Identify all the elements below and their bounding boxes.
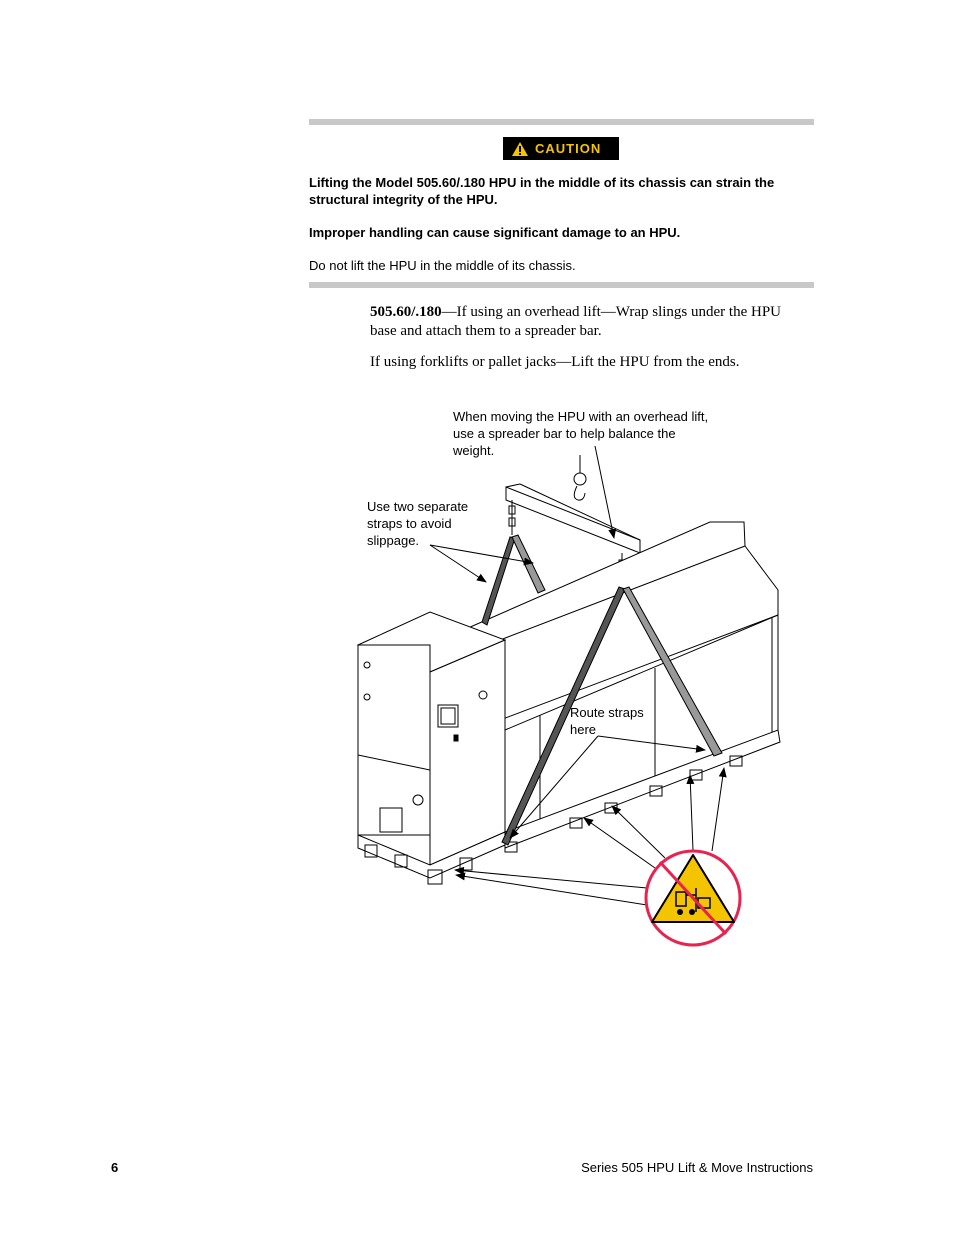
model-number: 505.60/.180 <box>370 304 442 320</box>
caution-line-2: Improper handling can cause significant damage to an HPU. <box>309 225 681 240</box>
caution-line-1: Lifting the Model 505.60/.180 HPU in the middle of its chassis can strain the structural integrity of the HPU. <box>309 175 775 207</box>
route-straps-callout: Route straps here <box>570 705 644 737</box>
no-forklift-icon <box>646 851 740 945</box>
spreader-bar-callout: When moving the HPU with an overhead lift, use a spreader bar to help balance the weight. <box>453 409 709 458</box>
page-number: 6 <box>111 1160 119 1175</box>
document-title: Series 505 HPU Lift & Move Instructions <box>581 1160 813 1175</box>
forklift-paragraph: If using forklifts or pallet jacks—Lift the HPU from the ends. <box>370 354 740 370</box>
caution-line-3: Do not lift the HPU in the middle of its chassis. <box>309 258 576 273</box>
overhead-lift-text: —If using an overhead lift—Wrap slings under the HPU base and attach them to a spreader bar. <box>370 304 781 339</box>
caution-label: CAUTION <box>535 141 602 156</box>
separate-straps-callout: Use two separate straps to avoid slippage. <box>367 499 469 548</box>
